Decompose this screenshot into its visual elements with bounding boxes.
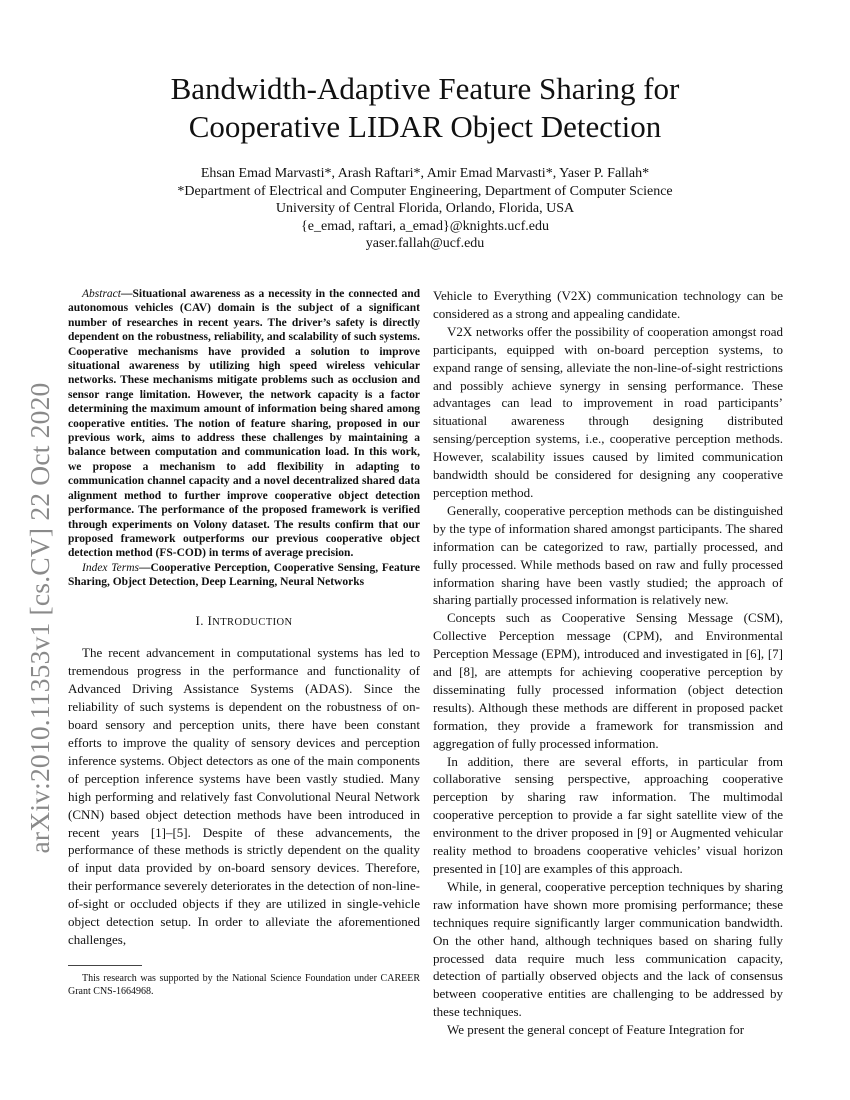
- abstract-label: Abstract: [82, 288, 121, 300]
- index-terms-text: —Cooperative Perception, Cooperative Sensing, Feature Sharing, Object Detection, Deep Learning, Neural Networks: [68, 561, 420, 589]
- intro-paragraph-1: The recent advancement in computational systems has led to tremendous progress in the performance and functionality of Advanced Driving Assistance Systems (ADAS). Since the reliability of such systems is dependent on the robustness of on-board sensory and perception units, there have been constant efforts to improve the quality of sensory devices and perception inference systems. Object detectors as one of the main components of perception inference systems have been vastly studied. Many high performing and relatively fast Convolutional Neural Network (CNN) based object detection methods have been introduced in recent years [1]–[5]. Despite of these advancements, the performance of these methods is strictly dependent on the quality of input data provided by on-board sensory devices. Therefore, their performance severely deteriorates in the detection of non-line-of-sight or occluded objects if they are utilized in single-vehicle object detection setup. In order to alleviate the aforementioned challenges,: [68, 645, 420, 947]
- right-paragraph-5: While, in general, cooperative perception techniques by sharing raw information have shown more promising performance; these techniques require significantly larger communication bandwidth. On the other hand, although techniques based on sharing fully processed data require much less communication capacity, detection of partially observed objects and the lack of consensus between cooperative entities are challenging to be addressed by these techniques.: [433, 878, 783, 1020]
- arxiv-stamp-text: arXiv:2010.11353v1 [cs.CV] 22 Oct 2020: [24, 382, 55, 854]
- title-line-1: Bandwidth-Adaptive Feature Sharing for: [170, 71, 680, 106]
- right-paragraph-3: Concepts such as Cooperative Sensing Message (CSM), Collective Perception message (CPM), and Environmental Perception Message (EPM), introduced and investigated in [6], [7] and [8], are attempts for achieving cooperative perception by disseminating fully processed information (object detection results). Although these methods are different in proposed packet formation, they provide a framework for transmission and aggregation of fully processed information.: [433, 610, 783, 751]
- author-email-2[interactable]: yaser.fallah@ucf.edu: [365, 236, 485, 251]
- index-terms: [68, 561, 420, 590]
- right-column: [433, 287, 783, 1039]
- abstract-text: —Situational awareness as a necessity in the connected and autonomous vehicles (CAV) domain is the subject of a significant number of researches in recent years. The driver’s safety is directly dependent on the robustness, reliability, and scalability of such systems. Cooperative mechanisms have provided a solution to improve situational awareness by utilizing high speed wireless vehicular networks. These mechanisms mitigate problems such as occlusion and sensor range limitation. However, the network capacity is a factor determining the maximum amount of information being shared among cooperative entities. The notion of feature sharing, proposed in our previous work, aims to address these challenges by maintaining a balance between computation and communication load. In this work, we propose a mechanism to add flexibility in adapting to communication channel capacity and a novel decentralized shared data alignment method to further improve cooperative object detection performance. The performance of the proposed framework is verified through experiments on Volony dataset. The results confirm that our proposed framework outperforms our previous cooperative object detection method (FS-COD) in terms of average precision.: [68, 288, 420, 560]
- index-terms-label: Index Terms: [82, 561, 139, 574]
- author-affiliation: *Department of Electrical and Computer Engineering, Department of Computer Science: [177, 183, 673, 199]
- right-paragraph-2: Generally, cooperative perception methods can be distinguished by the type of information shared amongst participants. The shared information can be categorized to raw, partially processed, and fully processed. While methods based on raw and fully processed information sharing have been vastly studied; the approach of sharing partially processed information is relatively new.: [433, 502, 783, 608]
- continuation-text: Vehicle to Everything (V2X) communication technology can be considered as a strong and appealing candidate.: [433, 288, 783, 321]
- footnote: This research was supported by the National Science Foundation under CAREER Grant CNS-1664968.: [68, 973, 420, 997]
- author-email-1[interactable]: {e_emad, raftari, a_emad}@knights.ucf.edu: [301, 218, 549, 234]
- author-names: Ehsan Emad Marvasti*, Arash Raftari*, Amir Emad Marvasti*, Yaser P. Fallah*: [200, 166, 650, 181]
- author-university: University of Central Florida, Orlando, Florida, USA: [275, 201, 575, 216]
- footnote-rule: [68, 965, 142, 966]
- right-paragraph-6: We present the general concept of Feature Integration for: [447, 1022, 745, 1038]
- abstract: [68, 287, 420, 561]
- section-heading-introduction: I. INTRODUCTION: [195, 612, 293, 628]
- left-column: [68, 287, 420, 949]
- paper-title: [100, 70, 750, 146]
- arxiv-stamp: [10, 268, 70, 968]
- title-line-2: Cooperative LIDAR Object Detection: [188, 109, 662, 144]
- author-block: [100, 165, 750, 253]
- right-paragraph-4: In addition, there are several efforts, in particular from collaborative sensing perspective, approaching cooperative perception by sharing raw information. The multimodal cooperative perception to provide a far sight satellite view of the environment to the driver proposed in [9] or Augmented vehicular reality method to broadens cooperative vehicles’ visual horizon presented in [10] are examples of this approach.: [433, 753, 783, 876]
- right-paragraph-1: V2X networks offer the possibility of cooperation amongst road participants, equipped with on-board perception systems, to expand range of sensing, alleviate the non-line-of-sight restrictions and possibly achieve synergy in sensing performance. These advantages can lead to improvement in road participants’ situational awareness through designing distributed sensing/perception systems, i.e., cooperative perception methods. However, scalability issues caused by limited communication bandwidth should be considered for designing any cooperative perception method.: [433, 323, 783, 500]
